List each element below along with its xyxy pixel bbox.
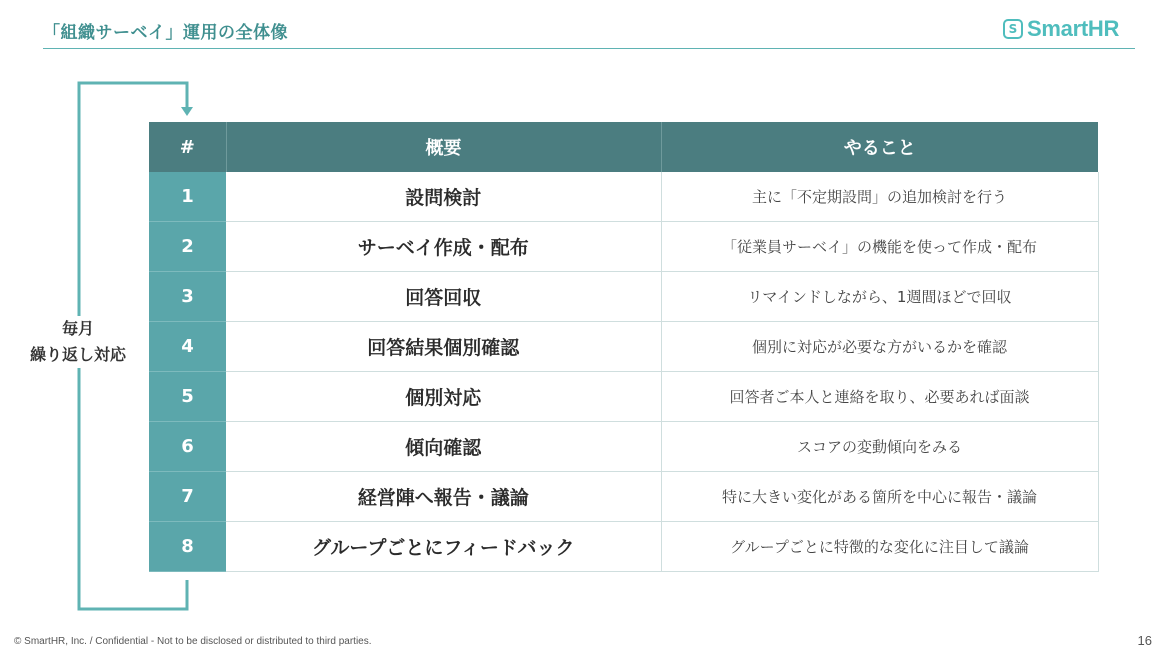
loop-label-line1: 毎月 [61, 319, 94, 338]
step-todo: 主に「不定期設問」の追加検討を行う [661, 172, 1098, 222]
page-title: 「組織サーベイ」運用の全体像 [43, 23, 288, 43]
table-row [149, 322, 1098, 372]
step-summary: 傾向確認 [226, 422, 661, 472]
step-todo: 特に大きい変化がある箇所を中心に報告・議論 [661, 472, 1098, 522]
loop-label-line2: 繰り返し対応 [29, 345, 126, 364]
step-todo: 「従業員サーベイ」の機能を使って作成・配布 [661, 222, 1098, 272]
step-number: 7 [149, 472, 226, 522]
confidential-footer: © SmartHR, Inc. / Confidential - Not to be disclosed or distributed to third parties. [14, 636, 372, 647]
table-header-row [149, 122, 1098, 172]
step-summary: 経営陣へ報告・議論 [226, 472, 661, 522]
step-number: 4 [149, 322, 226, 372]
table-row [149, 422, 1098, 472]
logo-text: SmartHR [1027, 16, 1120, 41]
step-todo: グループごとに特徴的な変化に注目して議論 [661, 522, 1098, 572]
step-number: 3 [149, 272, 226, 322]
table-row [149, 522, 1098, 572]
step-summary: 個別対応 [226, 372, 661, 422]
step-todo: スコアの変動傾向をみる [661, 422, 1098, 472]
table-row [149, 472, 1098, 522]
column-header-todo: やること [661, 122, 1098, 172]
step-summary: グループごとにフィードバック [226, 522, 661, 572]
workflow-table [149, 122, 1099, 572]
arrow-head-icon [181, 107, 193, 116]
smarthr-logo-icon: S [1003, 19, 1023, 39]
table-row [149, 372, 1098, 422]
step-todo: 回答者ご本人と連絡を取り、必要あれば面談 [661, 372, 1098, 422]
loop-label [20, 316, 136, 368]
step-todo: 個別に対応が必要な方がいるかを確認 [661, 322, 1098, 372]
step-summary: 回答結果個別確認 [226, 322, 661, 372]
step-summary: 設問検討 [226, 172, 661, 222]
table-row [149, 222, 1098, 272]
table-row [149, 272, 1098, 322]
step-number: 5 [149, 372, 226, 422]
step-number: 1 [149, 172, 226, 222]
table-row [149, 172, 1098, 222]
step-summary: 回答回収 [226, 272, 661, 322]
column-header-number: # [149, 122, 226, 172]
page-number: 16 [1137, 633, 1152, 648]
step-number: 2 [149, 222, 226, 272]
step-todo: リマインドしながら、1週間ほどで回収 [661, 272, 1098, 322]
step-number: 6 [149, 422, 226, 472]
step-summary: サーベイ作成・配布 [226, 222, 661, 272]
column-header-summary: 概要 [226, 122, 661, 172]
step-number: 8 [149, 522, 226, 572]
